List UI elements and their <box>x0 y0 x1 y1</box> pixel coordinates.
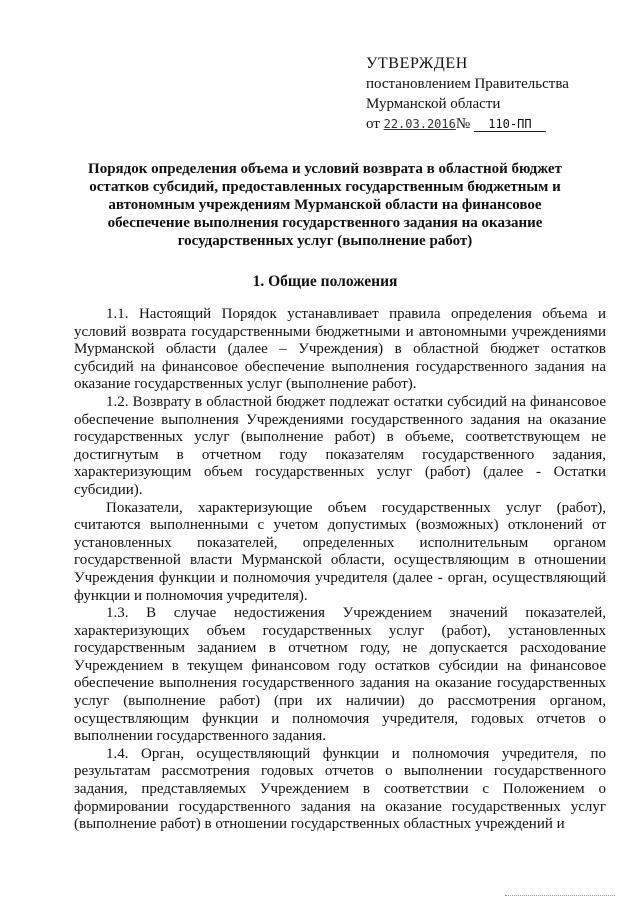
approval-line-2: Мурманской области <box>366 96 501 112</box>
approval-date-line <box>366 114 616 134</box>
approval-stamp <box>366 54 616 134</box>
section-title: 1. Общие положения <box>252 273 398 290</box>
document-body <box>74 306 606 834</box>
approval-line-1: постановлением Правительства <box>366 76 569 92</box>
paragraph-1-4: 1.4. Орган, осуществляющий функции и полномочия учредителя, по результатам рассмотрения годовых отчетов о выполнении государственного задания, представляемых Учреждением в соответствии с Положением о формировании государственного задания на оказание государственных услуг (выполнение работ) в отношении государственных областных учреждений и <box>74 745 606 833</box>
approval-date-value: 22.03.2016 <box>383 117 456 131</box>
approval-date-prefix: от <box>366 116 380 132</box>
paragraph-indicators: Показатели, характеризующие объем государственных услуг (работ), считаются выполненными с учетом допустимых (возможных) отклонений от установленных показателей, определенных исполнительным органом государственной власти Мурманской области, осуществляющим в отношении Учреждения функции и полномочия учредителя (далее - орган, осуществляющий функции и полномочия учредителя). <box>74 499 606 604</box>
document-heading: Порядок определения объема и условий возврата в областной бюджет остатков субсидий, предоставленных государственным бюджетным и автономным учреждениям Мурманской области на финансовое обеспечение выполнения государственного задания на оказание государственных услуг (выполнение работ) <box>88 161 562 249</box>
paragraph-1-3: 1.3. В случае недостижения Учреждением значений показателей, характеризующих объем государственных услуг (работ), установленных государственным заданием в отчетном году, не допускается расходование Учреждением в текущем финансовом году остатков субсидии на финансовое обеспечение выполнения государственного задания на оказание государственных услуг (выполнение работ) (при их наличии) до рассмотрения органом, осуществляющим функции и полномочия учредителя, годовых отчетов о выполнении государственного задания. <box>74 605 606 745</box>
footer-mark <box>505 895 615 897</box>
paragraph-1-1: 1.1. Настоящий Порядок устанавливает правила определения объема и условий возврата государственными бюджетными и автономными учреждениями Мурманской области (далее – Учреждения) в областной бюджет остатков субсидий на финансовое обеспечение выполнения государственного задания на оказание государственных услуг (выполнение работ). <box>74 306 606 393</box>
approval-number-prefix: № <box>455 116 471 132</box>
approval-title: УТВЕРЖДЕН <box>366 55 468 72</box>
paragraph-1-2: 1.2. Возврату в областной бюджет подлежат остатки субсидий на финансовое обеспечение выполнения Учреждениями государственного задания на оказание государственных услуг (выполнение работ) в объеме, соответствующем не достигнутым в отчетном году показателям государственного задания, характеризующим объем государственных услуг (работ) (далее - Остатки субсидии). <box>74 393 606 498</box>
approval-number-value: 110-ПП <box>474 118 546 132</box>
